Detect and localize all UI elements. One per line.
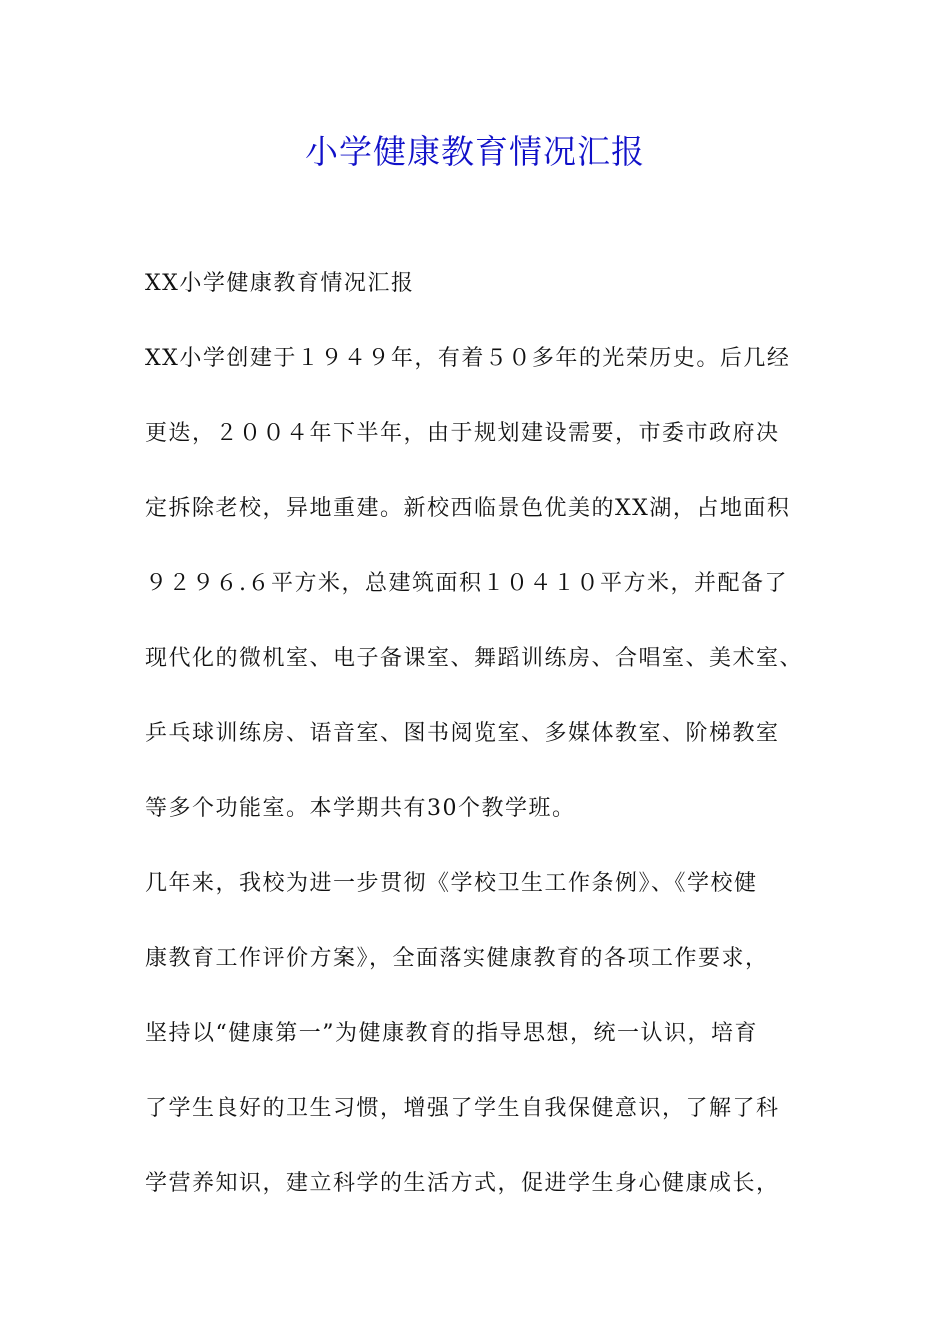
text-line: 几年来，我校为进一步贯彻《学校卫生工作条例》、《学校健: [145, 871, 758, 896]
text-line: 更迭，２００４年下半年，由于规划建设需要，市委市政府决: [145, 421, 780, 446]
text-line: 了学生良好的卫生习惯，增强了学生自我保健意识，了解了科: [145, 1096, 780, 1121]
text-line: XX小学创建于１９４９年，有着５０多年的光荣历史。后几经: [145, 346, 791, 371]
text-line: 等多个功能室。本学期共有30个教学班。: [145, 796, 576, 821]
text-line: 康教育工作评价方案》，全面落实健康教育的各项工作要求，: [145, 946, 769, 971]
text-line: 坚持以“健康第一”为健康教育的指导思想，统一认识，培育: [145, 1021, 758, 1046]
text-line: 学营养知识，建立科学的生活方式，促进学生身心健康成长，: [145, 1171, 780, 1196]
text-line: 定拆除老校，异地重建。新校西临景色优美的XX湖，占地面积: [145, 496, 791, 521]
text-line: 现代化的微机室、电子备课室、舞蹈训练房、合唱室、美术室、: [145, 646, 804, 671]
document-title: 小学健康教育情况汇报: [305, 132, 645, 171]
text-line: ９２９６.６平方米，总建筑面积１０４１０平方米，并配备了: [145, 571, 788, 596]
text-line: 乒乓球训练房、语音室、图书阅览室、多媒体教室、阶梯教室: [145, 721, 780, 746]
text-line: XX小学健康教育情况汇报: [145, 271, 415, 296]
